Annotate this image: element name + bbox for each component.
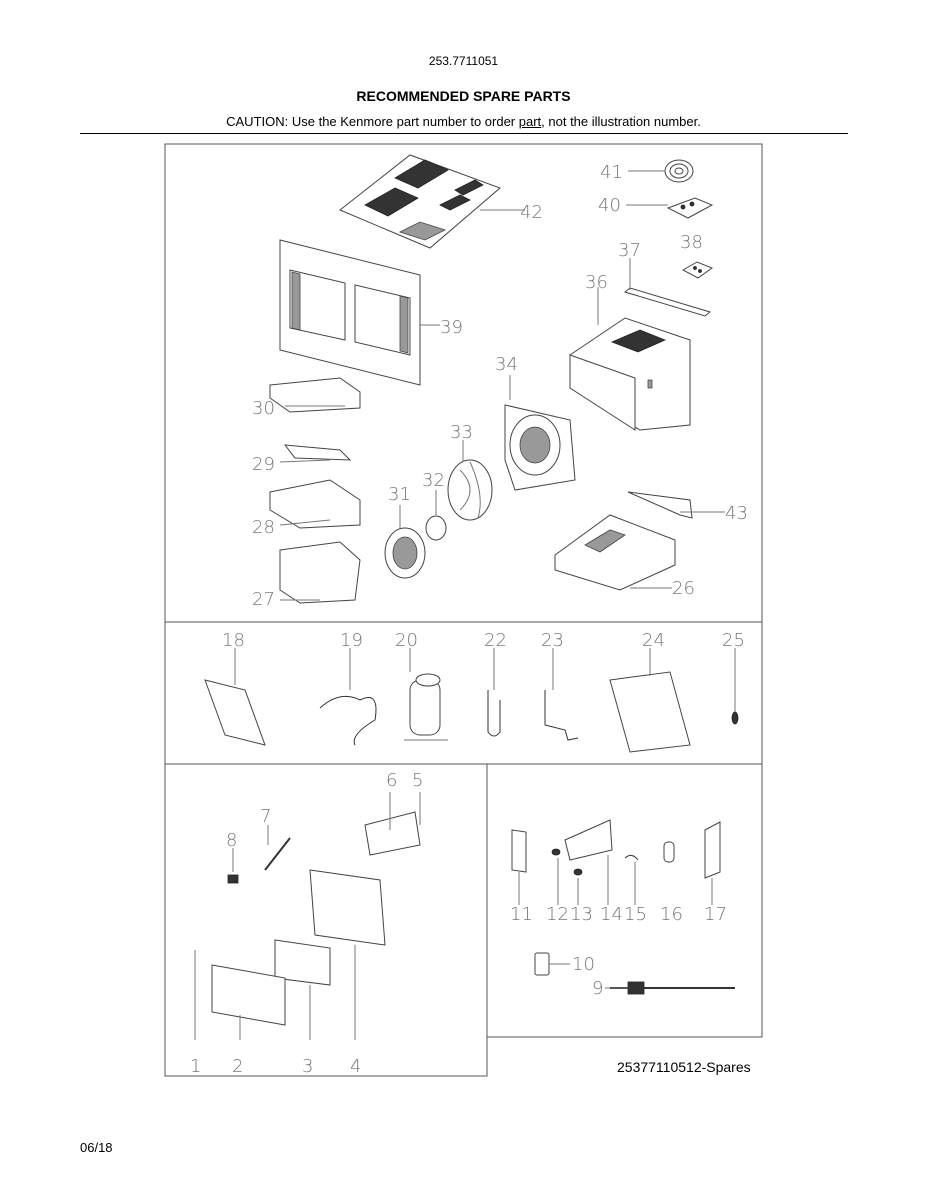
callout-15: 15 xyxy=(624,904,647,925)
part-12-13-14-thermostat xyxy=(552,820,612,905)
callout-28: 28 xyxy=(252,517,275,538)
callout-16: 16 xyxy=(660,904,683,925)
part-16-capacitor xyxy=(664,842,674,862)
part-42-label-sheet xyxy=(340,155,525,248)
callout-36: 36 xyxy=(585,272,608,293)
part-2-grille xyxy=(212,965,285,1040)
caution-prefix: CAUTION: Use the Kenmore part number to order xyxy=(226,114,519,129)
part-31-blower-wheel xyxy=(385,505,425,578)
callout-30: 30 xyxy=(252,398,275,419)
callout-38: 38 xyxy=(680,232,703,253)
part-28-scroll-housing xyxy=(270,480,360,528)
callout-27: 27 xyxy=(252,589,275,610)
callout-8: 8 xyxy=(226,830,238,851)
part-25-sensor xyxy=(732,648,738,724)
callout-32: 32 xyxy=(422,470,445,491)
part-17-bracket xyxy=(705,822,720,905)
callout-41: 41 xyxy=(600,162,623,183)
part-15-clip xyxy=(625,855,638,905)
callout-2: 2 xyxy=(232,1056,244,1077)
callout-40: 40 xyxy=(598,195,621,216)
part-34-shroud xyxy=(505,375,575,490)
part-18-evaporator xyxy=(205,648,265,745)
part-9-power-cord xyxy=(605,982,735,994)
callout-18: 18 xyxy=(222,630,245,651)
page-title: RECOMMENDED SPARE PARTS xyxy=(356,88,571,104)
callout-20: 20 xyxy=(395,630,418,651)
part-11-bracket xyxy=(512,830,526,905)
model-number: 253.7711051 xyxy=(428,54,499,68)
part-41-coil xyxy=(628,160,693,182)
callout-26: 26 xyxy=(672,578,695,599)
part-43-bracket xyxy=(628,492,725,518)
callout-39: 39 xyxy=(440,317,463,338)
part-38-plate xyxy=(683,262,712,278)
callout-34: 34 xyxy=(495,354,518,375)
callout-17: 17 xyxy=(704,904,727,925)
part-19-wire-harness xyxy=(320,648,376,745)
part-20-compressor xyxy=(404,648,448,740)
callout-29: 29 xyxy=(252,454,275,475)
part-24-condenser xyxy=(610,648,690,752)
part-8-connector xyxy=(228,848,238,883)
part-29-bracket xyxy=(280,445,350,462)
diagram-id: 25377110512-Spares xyxy=(617,1059,751,1075)
part-10-remote xyxy=(535,953,570,975)
caution-suffix: , not the illustration number. xyxy=(541,114,701,129)
callout-12: 12 xyxy=(546,904,569,925)
part-33-fan-blade xyxy=(448,440,492,520)
part-23-tube xyxy=(545,648,578,740)
caution-part-link[interactable]: part xyxy=(518,114,542,129)
callout-10: 10 xyxy=(572,954,595,975)
callout-42: 42 xyxy=(520,202,543,223)
callout-5: 5 xyxy=(412,770,424,791)
part-40-bracket xyxy=(626,198,712,218)
callout-7: 7 xyxy=(260,806,272,827)
part-6-5-control-board xyxy=(365,792,420,855)
part-32-fan-motor xyxy=(426,490,446,540)
callout-1: 1 xyxy=(190,1056,202,1077)
callout-23: 23 xyxy=(541,630,564,651)
part-36-cabinet xyxy=(570,287,690,430)
callout-14: 14 xyxy=(600,904,623,925)
callout-3: 3 xyxy=(302,1056,314,1077)
callout-22: 22 xyxy=(484,630,507,651)
revision-date: 06/18 xyxy=(80,1140,113,1155)
callout-31: 31 xyxy=(388,484,411,505)
callout-37: 37 xyxy=(618,240,641,261)
part-39-window-panel xyxy=(280,240,440,385)
callout-24: 24 xyxy=(642,630,665,651)
callout-13: 13 xyxy=(570,904,593,925)
callout-43: 43 xyxy=(725,503,748,524)
part-30-cover xyxy=(270,378,360,412)
part-26-base-tray xyxy=(555,515,675,590)
callout-25: 25 xyxy=(722,630,745,651)
part-22-tube xyxy=(488,648,500,736)
part-7-cable xyxy=(265,825,290,870)
part-27-base-pan xyxy=(280,542,360,603)
lower-right-section-frame xyxy=(487,764,762,1037)
callout-4: 4 xyxy=(350,1056,362,1077)
callout-11: 11 xyxy=(510,904,533,925)
callout-9: 9 xyxy=(592,978,604,999)
callout-33: 33 xyxy=(450,422,473,443)
callout-19: 19 xyxy=(340,630,363,651)
callout-6: 6 xyxy=(386,770,398,791)
